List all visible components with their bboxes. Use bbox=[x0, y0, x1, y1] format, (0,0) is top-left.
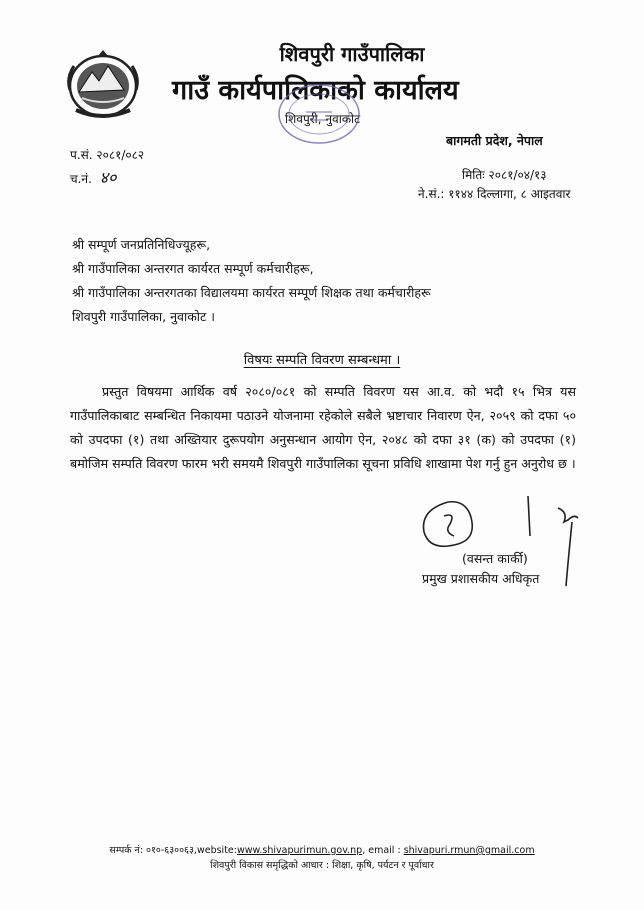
nepal-sambat-date: ने.सं.: ११४४ दिल्लागा, ८ आइतवार bbox=[418, 187, 571, 201]
subject-line: विषयः सम्पति विवरण सम्बन्धमा । bbox=[243, 353, 401, 368]
fiscal-year-ref: प.सं. २०८१/०८२ bbox=[70, 148, 145, 162]
signatory-name: (वसन्त कार्की) bbox=[462, 551, 528, 566]
dispatch-label: च.नं. bbox=[70, 172, 92, 186]
letter-body: प्रस्तुत विषयमा आर्थिक वर्ष २०८०/०८१ को सम्पति विवरण यस आ.व. को भदौ १५ भित्र यस गाउँपालिकाबाट सम्बन्धित निकायमा पठाउने योजनामा रहेकोले सबैले भ्रष्टाचार निवारण ऐन, २०५९ को दफा ५० को उपदफा (१) तथा अख्तियार दुरूपयोग अनुसन्धान आयोग ऐन, २०४८ को दफा ३१ (क) को उपदफा (१) बमोजिम सम्पति विवरण फारम भरी समयमै शिवपुरी गाउँपालिका सूचना प्रविधि शाखामा पेश गर्नु हुन अनुरोध छ । bbox=[70, 384, 576, 471]
website-link[interactable]: www.shivapurimun.gov.np bbox=[236, 845, 363, 856]
recipient-line: श्री सम्पूर्ण जनप्रतिनिधिज्यूहरू, bbox=[72, 237, 211, 252]
office-stamp-icon bbox=[276, 82, 362, 146]
dispatch-ref bbox=[70, 166, 116, 188]
signatory-title: प्रमुख प्रशासकीय अधिकृत bbox=[422, 571, 540, 586]
recipient-line: शिवपुरी गाउँपालिका, नुवाकोट । bbox=[72, 309, 216, 324]
footer-contact bbox=[0, 843, 644, 856]
bs-date: मितिः २०८१/०४/१३ bbox=[462, 168, 547, 182]
footer-email-prefix: , email : bbox=[362, 845, 404, 856]
footer-contact-prefix: सम्पर्क नं: ०१०-६३००६३,website: bbox=[109, 845, 237, 856]
municipality-name: शिवपुरी गाउँपालिका bbox=[279, 42, 425, 66]
office-name: गाउँ कार्यपालिकाको कार्यालय bbox=[172, 75, 459, 106]
province-line: बागमती प्रदेश, नेपाल bbox=[446, 133, 543, 148]
office-address: शिवपुरी, नुवाकोट bbox=[285, 112, 361, 126]
recipient-line: श्री गाउँपालिका अन्तरगतका विद्यालयमा कार्यरत सम्पूर्ण शिक्षक तथा कर्मचारीहरू bbox=[72, 285, 431, 300]
email-link[interactable]: shivapuri.rmun@gmail.com bbox=[403, 845, 535, 856]
footer-tagline: शिवपुरी विकास समृद्धिको आधार : शिक्षा, कृषि, पर्यटन र पूर्वाधार bbox=[210, 860, 434, 871]
dispatch-number: ४० bbox=[99, 168, 117, 187]
recipient-line: श्री गाउँपालिका अन्तरगत कार्यरत सम्पूर्ण कर्मचारीहरू, bbox=[72, 261, 314, 276]
